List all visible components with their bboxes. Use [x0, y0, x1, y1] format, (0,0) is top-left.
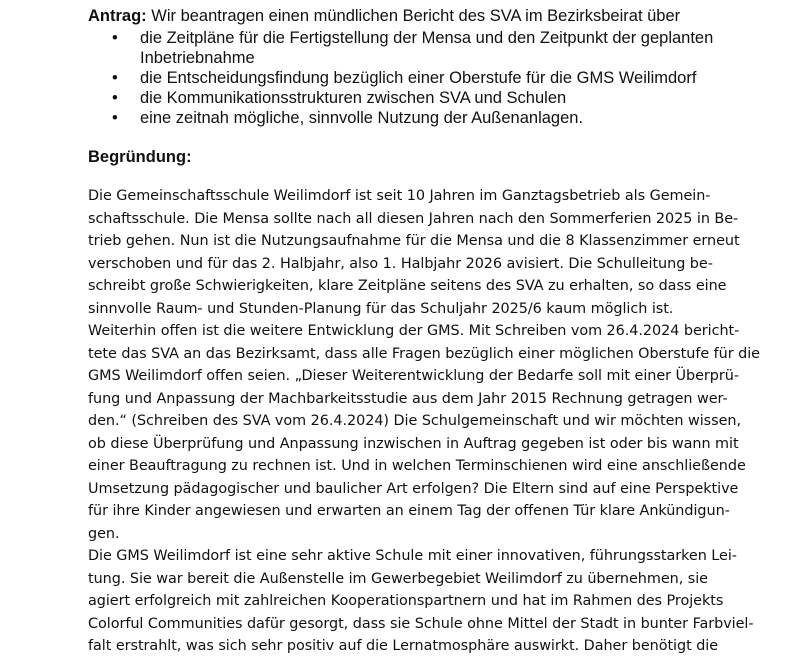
text-line: agiert erfolgreich mit zahlreichen Kooperationspartnern und hat im Rahmen des Projekts — [88, 593, 724, 609]
text-line: sinnvolle Raum- und Stunden-Planung für das Schuljahr 2025/6 kaum möglich ist. — [88, 300, 674, 317]
bullet-text-line: eine zeitnah mögliche, sinnvolle Nutzung der Außenanlagen. — [140, 109, 584, 127]
text-line: Colorful Communities dafür gesorgt, dass sie Schule ohne Mittel der Stadt in bunter Farbviel- — [88, 615, 754, 632]
text-line: den.“ (Schreiben des SVA vom 26.4.2024) Die Schulgemeinschaft und wir möchten wissen, — [88, 413, 741, 429]
text-line: Umsetzung pädagogischer und baulicher Art erfolgen? Die Eltern sind auf eine Perspektive — [88, 480, 739, 497]
text-line: verschoben und für das 2. Halbjahr, also 1. Halbjahr 2026 avisiert. Die Schulleitung be- — [88, 255, 713, 272]
antrag-bullet-list — [88, 28, 788, 128]
text-line: einer Beauftragung zu rechnen ist. Und in welchen Terminschienen wird eine anschließende — [88, 458, 746, 474]
bullet-item — [88, 28, 788, 68]
antrag-label: Antrag: — [88, 7, 147, 25]
bullet-dot-icon: • — [112, 89, 118, 107]
bullet-text-line: die Entscheidungsfindung bezüglich einer Oberstufe für die GMS Weilimdorf — [140, 69, 697, 87]
text-line: schaftsschule. Die Mensa sollte nach all diesen Jahren nach den Sommerferien 2025 in Be- — [88, 210, 739, 227]
antrag-line — [88, 6, 788, 26]
paragraph-2 — [88, 320, 760, 658]
text-line: trieb gehen. Nun ist die Nutzungsaufnahme für die Mensa und die 8 Klassenzimmer erneut — [88, 233, 740, 249]
text-line: fung und Anpassung der Machbarkeitsstudie aus dem Jahr 2015 Rechnung getragen wer- — [88, 390, 728, 407]
bullet-dot-icon: • — [112, 69, 118, 87]
bullet-text-line: die Kommunikationsstrukturen zwischen SVA und Schulen — [140, 89, 567, 107]
bullet-item — [88, 68, 788, 88]
text-line: schreibt große Schwierigkeiten, klare Zeitpläne seitens des SVA zu erhalten, so dass eine — [88, 278, 727, 294]
text-line: GMS Weilimdorf offen seien. „Dieser Weiterentwicklung der Bedarfe soll mit einer Überprü- — [88, 368, 739, 384]
bullet-dot-icon: • — [112, 29, 118, 47]
paragraph-1 — [88, 185, 740, 320]
text-line: gen. — [88, 525, 120, 542]
text-line: Weiterhin offen ist die weitere Entwicklung der GMS. Mit Schreiben vom 26.4.2024 bericht- — [88, 323, 740, 339]
text-line: ob diese Überprüfung und Anpassung inzwischen in Auftrag gegeben ist oder bis wann mit — [88, 435, 739, 452]
text-line: tung. Sie war bereit die Außenstelle im Gewerbegebiet Weilimdorf zu übernehmen, sie — [88, 570, 708, 587]
bullet-text-line: Inbetriebnahme — [140, 49, 255, 67]
bullet-dot-icon: • — [112, 109, 118, 127]
antrag-text: Wir beantragen einen mündlichen Bericht des SVA im Bezirksbeirat über — [146, 7, 681, 25]
text-line: Die Gemeinschaftsschule Weilimdorf ist seit 10 Jahren im Ganztagsbetrieb als Gemein- — [88, 188, 711, 204]
section-heading: Begründung: — [88, 148, 192, 166]
text-line: Die GMS Weilimdorf ist eine sehr aktive Schule mit einer innovativen, führungsstarken Lei- — [88, 548, 737, 564]
text-line: falt erstrahlt, was sich sehr positiv auf die Lernatmosphäre auswirkt. Daher benötigt die — [88, 638, 719, 654]
bullet-text-line: die Zeitpläne für die Fertigstellung der Mensa und den Zeitpunkt der geplanten — [140, 29, 714, 47]
text-line: für ihre Kinder angewiesen und erwarten an einem Tag der offenen Tür klare Ankündigun- — [88, 503, 730, 519]
bullet-item — [88, 108, 788, 128]
text-line: tete das SVA an das Bezirksamt, dass alle Fragen bezüglich einer möglichen Oberstufe für die — [88, 345, 760, 362]
bullet-item — [88, 88, 788, 108]
